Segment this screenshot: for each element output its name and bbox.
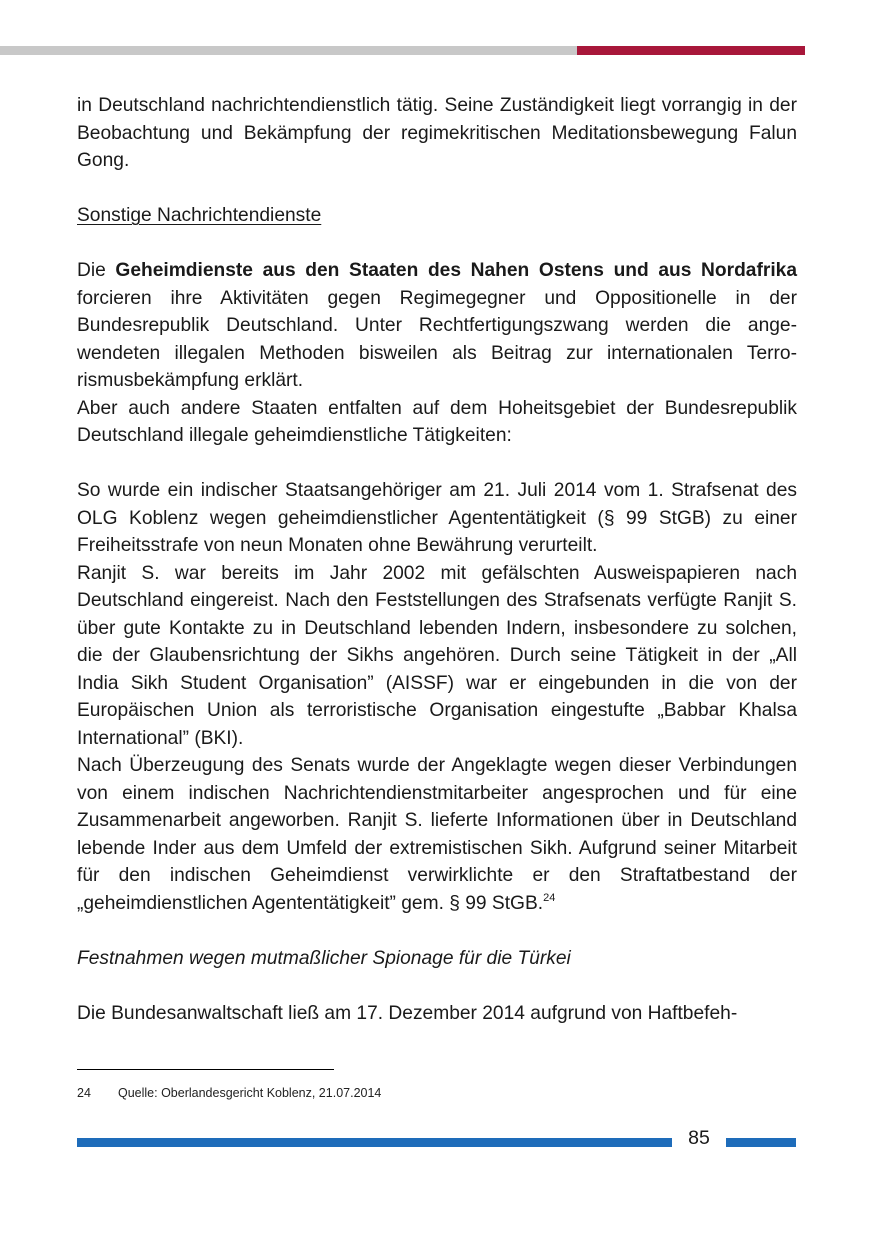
paragraph-indischer-staatsangehoeriger: So wurde ein indischer Staatsangehöriger am 21. Juli 2014 vom 1. Strafsenat des OLG Koblenz wegen geheimdienstlicher Agententätigkeit (§ 99 StGB) zu einer Freiheitsstrafe von neun Monaten ohne Bewährung verurteilt. — [77, 480, 797, 556]
paragraph-bundesanwaltschaft: Die Bundesanwaltschaft ließ am 17. Dezember 2014 aufgrund von Haftbefeh- — [77, 1002, 738, 1024]
paragraph-ranjit-s: Ranjit S. war bereits im Jahr 2002 mit gefälschten Ausweispapieren nach Deutschland eingereist. Nach den Feststellungen des Strafsenats verfügte Ranjit S. über gute Kontakte zu in Deutschland lebenden Indern, insbesondere zu solchen, die der Glaubensrichtung der Sikhs angehören. Durch seine Tätigkeit in der „All India Sikh Student Organisation” (AISSF) war er eingebunden in die von der Europäischen Union als terroristische Organisation eingestufte „Babbar Khalsa International” (BKI). — [77, 562, 797, 749]
footnote-divider — [77, 1069, 334, 1070]
heading-sonstige-nachrichtendienste: Sonstige Nachrichtendienste — [77, 205, 322, 226]
footnote — [77, 1086, 381, 1100]
header-bar-gray — [0, 46, 577, 55]
paragraph-text: forcieren ihre Aktivitäten gegen Regimegegner und Oppositionelle in der Bundesrepublik Deutschland. Unter Rechtfertigungszwang werden die angewendeten illegalen Methoden bisweilen als Beitrag zur internationalen Terrorismusbekämpfung erklärt. — [77, 287, 797, 391]
footnote-text: Quelle: Oberlandesgericht Koblenz, 21.07.2014 — [118, 1086, 382, 1100]
paragraph-andere-staaten: Aber auch andere Staaten entfalten auf dem Hoheitsgebiet der Bundesrepublik Deutschland illegale geheimdienstliche Tätigkeiten: — [77, 397, 797, 446]
footer-bar-left — [77, 1138, 672, 1147]
page-body — [77, 92, 797, 1027]
paragraph-text: Die — [77, 260, 116, 281]
paragraph-ueberzeugung-senat — [77, 752, 797, 917]
header-bar-red — [577, 46, 805, 55]
footnote-number: 24 — [77, 1086, 91, 1100]
paragraph-falun-gong: in Deutschland nachrichtendienstlich tätig. Seine Zuständigkeit liegt vorrangig in der Beobachtung und Bekämpfung der regimekritischen Meditationsbewegung Falun Gong. — [77, 95, 797, 171]
paragraph-text: Nach Überzeugung des Senats wurde der Angeklagte wegen dieser Verbindungen von einem indischen Nachrichtendienstmitarbeiter angesprochen und für eine Zusammenarbeit angeworben. Ranjit S. lieferte Informationen über in Deutschland lebende Inder aus dem Umfeld der extremistischen Sikh. Aufgrund seiner Mitarbeit für den indischen Geheimdienst verwirklichte er den Straftatbestand der „geheimdienstlichen Agententätigkeit” gem. § 99 StGB. — [77, 755, 797, 914]
footer-bar-right — [726, 1138, 796, 1147]
page-number: 85 — [688, 1127, 710, 1149]
paragraph-nahost-nordafrika — [77, 257, 797, 395]
heading-festnahmen-tuerkei: Festnahmen wegen mutmaßlicher Spionage für die Türkei — [77, 947, 571, 969]
bold-phrase: Geheimdienste aus den Staaten des Nahen Ostens und aus Nordafrika — [115, 260, 797, 281]
footnote-reference[interactable]: 24 — [543, 891, 556, 904]
